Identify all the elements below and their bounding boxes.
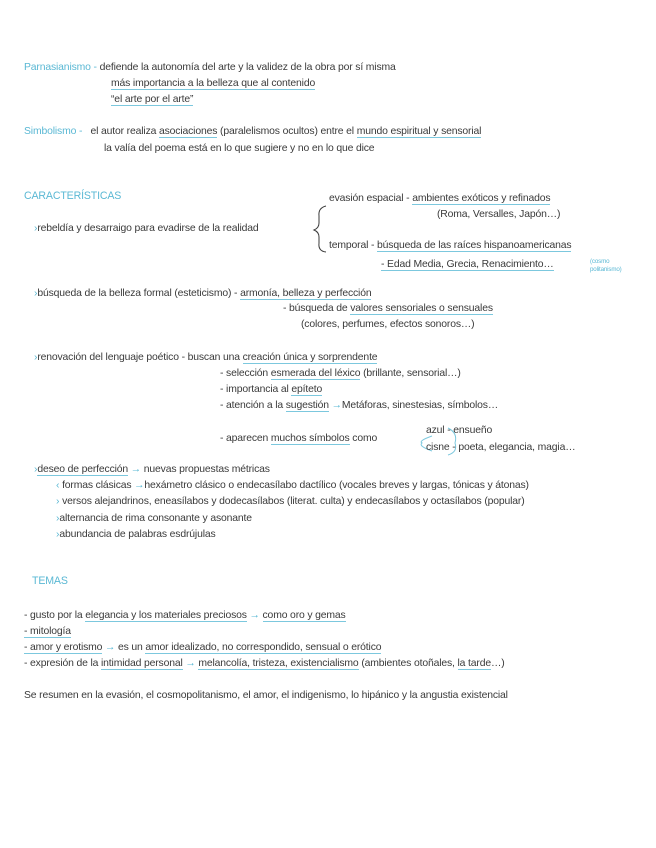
evasion-temporal: temporal - búsqueda de las raíces hispanoamericanas xyxy=(329,240,572,251)
evasion-espacial: evasión espacial - ambientes exóticos y refinados xyxy=(329,193,551,204)
tema-1: - gusto por la elegancia y los materiales preciosos → como oro y gemas xyxy=(24,610,346,621)
evasion-espacial-ejemplos: (Roma, Versalles, Japón…) xyxy=(437,209,561,220)
arrow-right-icon: → xyxy=(182,658,199,669)
arrow-bullet-icon: › xyxy=(34,223,38,234)
simbolismo-line1: Simbolismo - el autor realiza asociaciones (paralelismos ocultos) entre el mundo espiritual y sensorial xyxy=(24,126,482,137)
cosmopolitanismo-note-2: politanismo) xyxy=(590,266,622,273)
arrow-bullet-icon: › xyxy=(34,288,38,299)
belleza-item-2: - búsqueda de valores sensoriales o sensuales xyxy=(283,303,493,314)
perfeccion-item-2: › versos alejandrinos, eneasílabos y dodecasílabos (literat. culta) y endecasílabos y octasílabos (popular) xyxy=(56,496,525,507)
arrow-right-icon: → xyxy=(246,610,263,621)
arrow-right-icon: → xyxy=(328,400,342,411)
tema-2: - mitología xyxy=(24,626,71,637)
renovacion-item-4: - atención a la sugestión →Metáforas, sinestesias, símbolos… xyxy=(220,400,499,411)
arrow-bullet-icon: ‹ xyxy=(56,480,63,491)
perfeccion-item-1: ‹ formas clásicas →hexámetro clásico o endecasílabo dactílico (vocales breves y largas, tónicas y átonas) xyxy=(56,480,529,491)
symbol-azul: azul - ensueño xyxy=(426,425,493,436)
resumen: Se resumen en la evasión, el cosmopolitanismo, el amor, el indigenismo, lo hipánico y la angustia existencial xyxy=(24,690,508,701)
belleza-item-1: armonía, belleza y perfección xyxy=(240,288,372,299)
arrow-bullet-icon: › xyxy=(56,496,63,507)
belleza-label-line: ›búsqueda de la belleza formal (esteticismo) - armonía, belleza y perfección xyxy=(34,288,372,299)
perfeccion-item-3: ›alternancia de rima consonante y asonante xyxy=(56,513,252,524)
renovacion-label-line: ›renovación del lenguaje poético - buscan una creación única y sorprendente xyxy=(34,352,378,363)
arrow-right-icon: → xyxy=(128,464,144,475)
arrow-right-icon: → xyxy=(102,642,119,653)
arrow-bullet-icon: › xyxy=(34,352,38,363)
tema-3: - amor y erotismo → es un amor idealizado, no correspondido, sensual o erótico xyxy=(24,642,382,653)
renovacion-item-5: - aparecen muchos símbolos como xyxy=(220,433,378,444)
arrow-bullet-icon: › xyxy=(34,464,38,475)
parnasianismo-term: Parnasianismo xyxy=(24,62,91,73)
rebeldia-label: rebeldía y desarraigo para evadirse de la realidad xyxy=(37,223,259,234)
perfeccion-label-line: ›deseo de perfección → nuevas propuestas métricas xyxy=(34,464,270,475)
renovacion-item-3: - importancia al epíteto xyxy=(220,384,323,395)
temas-heading: TEMAS xyxy=(32,575,68,587)
cosmopolitanismo-note-1: (cosmo xyxy=(590,258,610,265)
arrow-bullet-icon: › xyxy=(56,529,60,540)
belleza-item-2-ejemplos: (colores, perfumes, efectos sonoros…) xyxy=(301,319,475,330)
parnasianismo-def: defiende la autonomía del arte y la validez de la obra por sí misma xyxy=(99,62,396,73)
simbolismo-line2: la valía del poema está en lo que sugiere y no en lo que dice xyxy=(104,143,375,154)
symbol-cisne: cisne - poeta, elegancia, magia… xyxy=(426,442,576,453)
caracteristicas-heading: CARACTERÍSTICAS xyxy=(24,190,122,202)
parnasianismo-line3: “el arte por el arte” xyxy=(111,94,194,105)
simbolismo-term: Simbolismo xyxy=(24,126,77,137)
brace-path xyxy=(314,206,326,252)
parnasianismo-line1: Parnasianismo - defiende la autonomía del arte y la validez de la obra por sí misma xyxy=(24,62,396,73)
parnasianismo-line2: más importancia a la belleza que al contenido xyxy=(111,78,316,89)
renovacion-item-2: - selección esmerada del léxico (brillante, sensorial…) xyxy=(220,368,461,379)
perfeccion-item-4: ›abundancia de palabras esdrújulas xyxy=(56,529,216,540)
arrow-bullet-icon: › xyxy=(56,513,60,524)
tema-4: - expresión de la intimidad personal → melancolía, tristeza, existencialismo (ambientes otoñales, la tarde…) xyxy=(24,658,505,669)
arrow-right-icon: → xyxy=(134,480,145,491)
evasion-temporal-epocas: - Edad Media, Grecia, Renacimiento… xyxy=(381,259,554,270)
